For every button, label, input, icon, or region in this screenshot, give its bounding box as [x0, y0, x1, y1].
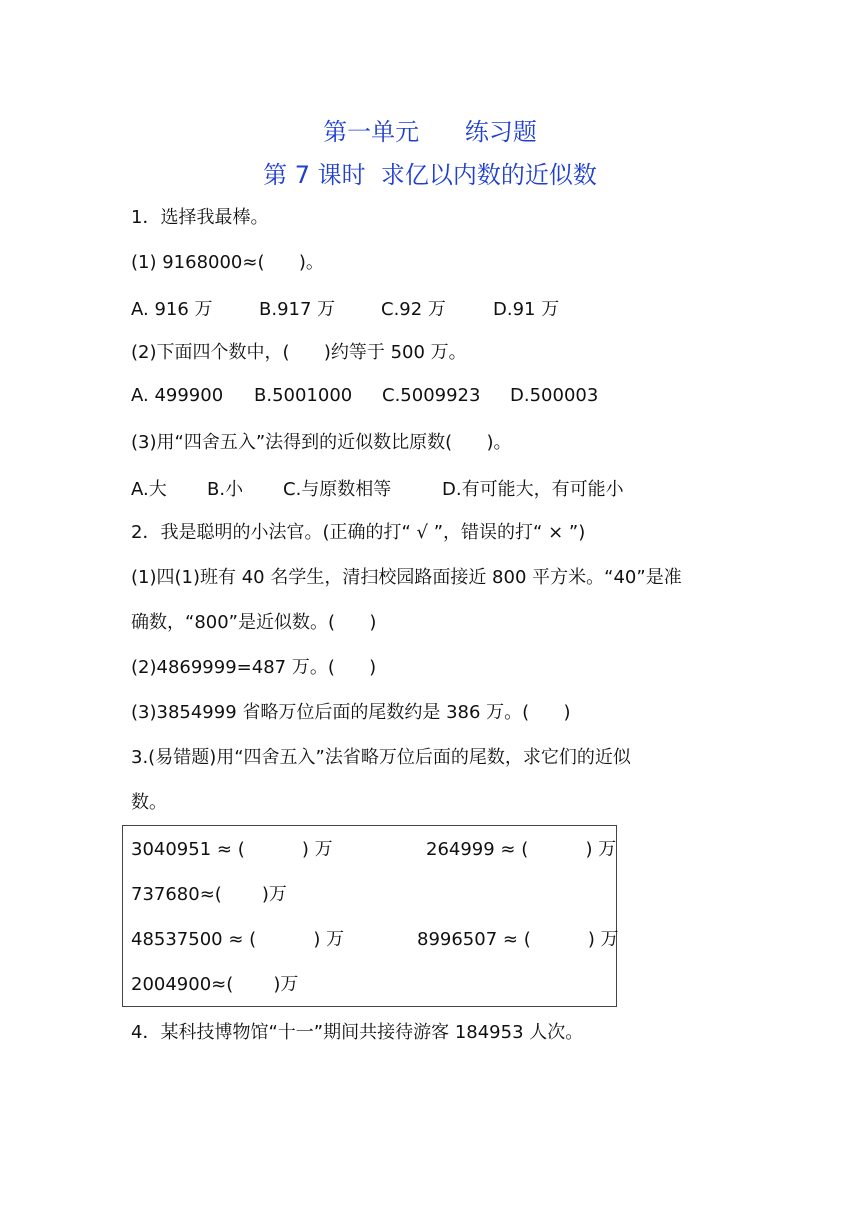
q1-s1-options — [131, 295, 831, 321]
option-c: C.5009923 — [382, 385, 481, 406]
q3-item: 264999 ≈ ( ) 万 — [426, 839, 617, 860]
q3-item: 8996507 ≈ ( ) 万 — [417, 929, 619, 950]
q3-heading-line2: 数。 — [131, 792, 167, 813]
q1-heading: 1．选择我最棒。 — [131, 207, 269, 228]
q3-item: 3040951 ≈ ( ) 万 — [131, 839, 333, 860]
q3-answer-box — [122, 825, 617, 1007]
q2-s2: (2)4869999=487 万。( ) — [131, 657, 377, 678]
option-a: A.大 — [131, 479, 167, 500]
q3-heading-line1: 3.(易错题)用“四舍五入”法省略万位后面的尾数，求它们的近似 — [131, 747, 631, 768]
q2-s1-line2: 确数，“800”是近似数。( ) — [131, 612, 377, 633]
option-b: B.5001000 — [254, 385, 353, 406]
q1-s3-stem: (3)用“四舍五入”法得到的近似数比原数( )。 — [131, 432, 512, 453]
lesson-title: 第 7 课时 求亿以内数的近似数 — [263, 161, 597, 189]
option-c: C.与原数相等 — [283, 479, 392, 500]
option-b: B.917 万 — [259, 299, 336, 320]
option-d: D.500003 — [510, 385, 599, 406]
option-b: B.小 — [207, 479, 244, 500]
q4-heading: 4．某科技博物馆“十一”期间共接待游客 184953 人次。 — [131, 1022, 584, 1043]
option-c: C.92 万 — [381, 299, 446, 320]
q1-s1-stem: (1) 9168000≈( )。 — [131, 252, 324, 273]
option-d: D.有可能大，有可能小 — [442, 479, 624, 500]
q2-s1-line1: (1)四(1)班有 40 名学生，清扫校园路面接近 800 平方米。“40”是准 — [131, 567, 682, 588]
q3-item: 737680≈( )万 — [131, 884, 287, 905]
option-a: A. 499900 — [131, 385, 224, 406]
q1-s2-stem: (2)下面四个数中，( )约等于 500 万。 — [131, 342, 467, 363]
q3-item: 2004900≈( )万 — [131, 974, 299, 995]
q2-heading: 2．我是聪明的小法官。(正确的打“ √ ”，错误的打“ × ”) — [131, 522, 586, 543]
unit-title: 第一单元 练习题 — [323, 118, 537, 146]
q3-item: 48537500 ≈ ( ) 万 — [131, 929, 345, 950]
option-d: D.91 万 — [493, 299, 560, 320]
q1-s2-options — [131, 385, 831, 411]
q1-s3-options — [131, 475, 831, 501]
option-a: A. 916 万 — [131, 299, 213, 320]
q2-s3: (3)3854999 省略万位后面的尾数约是 386 万。( ) — [131, 702, 571, 723]
